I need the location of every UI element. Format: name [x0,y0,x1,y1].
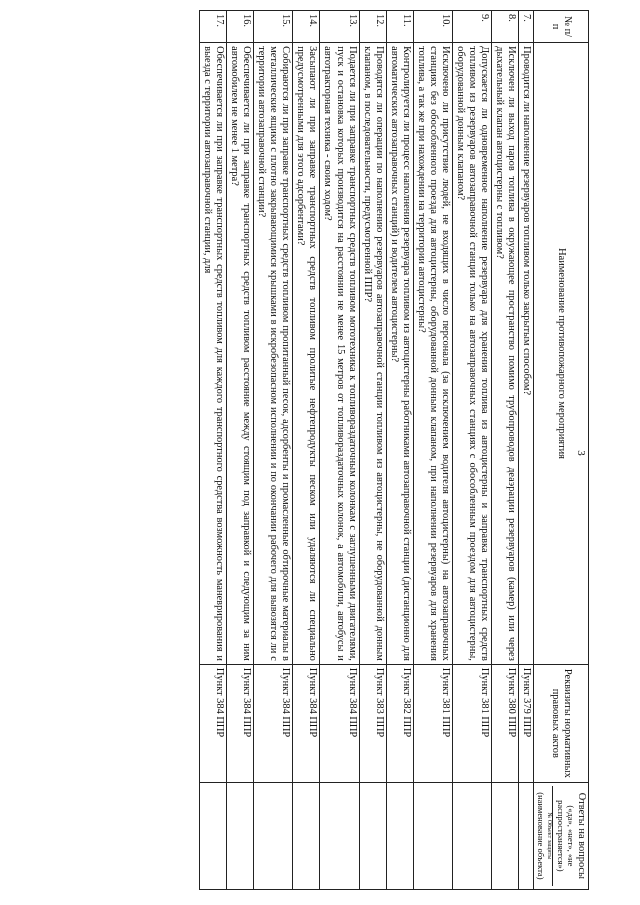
row-answer-cell[interactable] [519,782,534,889]
row-requisite: Пункт 381 ППР [413,664,452,782]
row-requisite: Пункт 383 ППР [359,664,386,782]
row-number: 7. [519,11,534,43]
header-requisites: Реквизиты нормативных правовых актов [534,664,589,782]
header-answers-title: Ответы на вопросы [576,792,587,879]
row-question: Исключен ли выход паров топлива в окружающее пространство помимо трубопроводов деаэрации резервуаров (камер) или через дыхательный клапан автоцистерны с топливом? [492,43,519,665]
row-question: Засыпают ли при заправке транспортных средств топливом пролитые нефтепродукты песком или удаляются ли специально предусмотренными для этого адсорбентами? [293,43,320,665]
row-requisite: Пункт 384 ППР [293,664,320,782]
table-row [359,11,386,890]
table-row [453,11,492,890]
row-answer-cell[interactable] [359,782,386,889]
row-answer-cell[interactable] [453,782,492,889]
header-name: Наименование противопожарного мероприятия [534,43,589,665]
row-number: 9. [453,11,492,43]
row-number: 12. [359,11,386,43]
header-answers-sub: («да», «нет», «не распространяется») [556,800,576,872]
table-row [254,11,293,890]
row-question: Контролируется ли процесс наполнения резервуара топливом из автоцистерны работниками автозаправочной станции (дистанционно для автоматических автозаправочных станций) и водителем автоцистерны? [386,43,413,665]
row-answer-cell[interactable] [492,782,519,889]
row-number: 17. [199,11,226,43]
row-question: Допускается ли одновременное наполнение резервуара для хранения топлива из автоцистерны и заправка транспортных средств топливом из резервуаров автозаправочной станции только на автозаправочных станциях с обособленным проездом для автоцистерны, оборудованной донным клапаном? [453,43,492,665]
row-answer-cell[interactable] [386,782,413,889]
row-number: 15. [254,11,293,43]
row-requisite: Пункт 384 ППР [226,664,253,782]
row-requisite: Пункт 382 ППР [386,664,413,782]
table-row [492,11,519,890]
row-requisite: Пункт 379 ППР [519,664,534,782]
row-answer-cell[interactable] [293,782,320,889]
row-question: Проводятся ли операции по наполнению резервуаров автозаправочной станции топливом из автоцистерны, не оборудованной донным клапаном, в последовательности, предусмотренной ППР? [359,43,386,665]
table-row [386,11,413,890]
header-object-sub: (наименование объекта) [536,792,547,880]
row-number: 14. [293,11,320,43]
rotated-table-wrapper [44,10,589,890]
table-row [226,11,253,890]
row-requisite: Пункт 384 ППР [254,664,293,782]
row-answer-cell[interactable] [226,782,253,889]
table-row [199,11,226,890]
row-number: 10. [413,11,452,43]
row-number: 13. [320,11,359,43]
row-answer-cell[interactable] [199,782,226,889]
row-answer-cell[interactable] [413,782,452,889]
header-object-label: № Объект защиты [545,786,553,886]
row-question: Обеспечивается ли при заправке транспортных средств топливом для каждого транспортного средства возможность маневрирования и выезда с территории автозаправочной станции, для [199,43,226,665]
row-question: Исключено ли присутствие людей, не входящих в число персонала (за исключением водителя автоцистерны) на автозаправочных станциях без обособленного проезда для автоцистерны, оборудованной донным клапаном, при наполнении резервуаров для хранения топлива, а так же при нахождении на территории автоцистерны? [413,43,452,665]
table-row [519,11,534,890]
row-number: 16. [226,11,253,43]
row-answer-cell[interactable] [320,782,359,889]
table-header-row [534,11,589,890]
row-requisite: Пункт 384 ППР [199,664,226,782]
row-requisite: Пункт 380 ППР [492,664,519,782]
row-requisite: Пункт 384 ППР [320,664,359,782]
row-question: Подается ли при заправке транспортных средств топливом мототехника к топливораздаточным колонкам с заглушенными двигателями, пуск и остановка которых производится на расстоянии не менее 15 метров от топливораздаточных колонок, а автомобили, автобусы и автотракторная техника - своим ходом? [320,43,359,665]
row-requisite: Пункт 381 ППР [453,664,492,782]
row-question: Собираются ли при заправке транспортных средств топливом пропитанный песок, адсорбенты и промасленные обтирочные материалы в металлические ящики с плотно закрывающимися крышками в искробезопасном исполнении и по окончании рабочего для вывозятся ли с территории автозаправочной станции? [254,43,293,665]
table-row [293,11,320,890]
page-number: 3 [574,450,587,456]
header-answers [534,782,589,889]
header-num: № п/п [534,11,589,43]
row-number: 11. [386,11,413,43]
table-row [413,11,452,890]
row-number: 8. [492,11,519,43]
row-answer-cell[interactable] [254,782,293,889]
checklist-table [199,10,589,890]
row-question: Обеспечивается ли при заправке транспортных средств топливом расстояние между стоящим под заправкой и следующим за ним автомобилем не менее 1 метра? [226,43,253,665]
table-row [320,11,359,890]
row-question: Проводится ли наполнение резервуаров топливом только закрытым способом? [519,43,534,665]
